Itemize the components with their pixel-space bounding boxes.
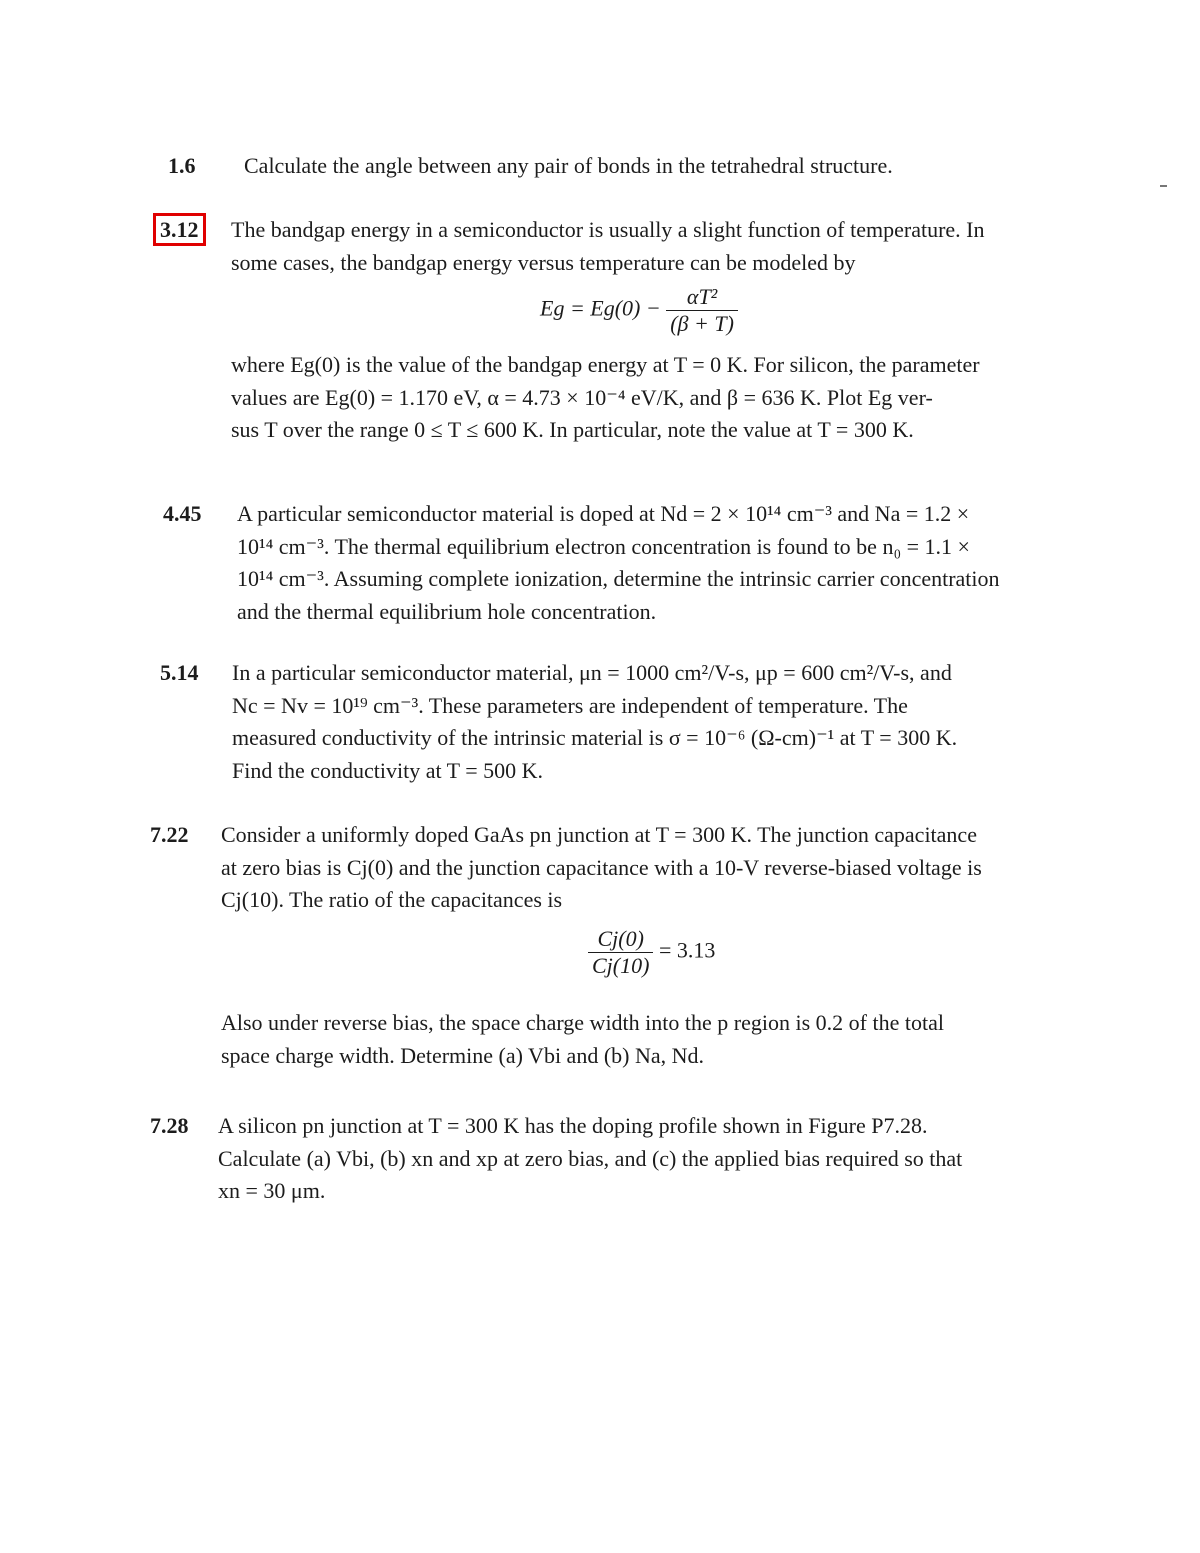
text-line: at zero bias is Cj(0) and the junction capacitance with a 10-V reverse-biased voltage is <box>221 854 982 880</box>
text-line: Nc = Nv = 10¹⁹ cm⁻³. These parameters are independent of temperature. The <box>232 692 908 718</box>
problem-text <box>218 1110 962 1208</box>
text-line: A silicon pn junction at T = 300 K has the doping profile shown in Figure P7.28. <box>218 1113 928 1138</box>
text-line: Calculate (a) Vbi, (b) xn and xp at zero bias, and (c) the applied bias required so that <box>218 1145 963 1171</box>
text-line: 10¹⁴ cm⁻³. The thermal equilibrium electron concentration is found to be n₀ = 1.1 × <box>237 533 970 559</box>
text-line: and the thermal equilibrium hole concentration. <box>237 598 657 624</box>
text-line: measured conductivity of the intrinsic material is σ = 10⁻⁶ (Ω-cm)⁻¹ at T = 300 K. <box>232 725 958 750</box>
problem-number: 4.45 <box>163 501 202 526</box>
problem-text-continued <box>231 349 980 447</box>
equation-fraction <box>666 284 738 337</box>
text-line: xn = 30 μm. <box>218 1178 326 1203</box>
equation-rhs: = 3.13 <box>658 937 716 963</box>
text-line: where Eg(0) is the value of the bandgap energy at T = 0 K. For silicon, the parameter <box>231 352 980 377</box>
bandgap-equation <box>540 284 738 337</box>
text-line: In a particular semiconductor material, μn = 1000 cm²/V-s, μp = 600 cm²/V-s, and <box>232 660 952 685</box>
highlight-box: 3.12 <box>153 213 206 246</box>
capacitance-ratio-equation <box>588 926 715 979</box>
problem-number-highlighted <box>160 214 206 246</box>
problem-text <box>244 150 893 183</box>
problem-text <box>232 657 957 787</box>
text-line: space charge width. Determine (a) Vbi and (b) Na, Nd. <box>221 1042 705 1068</box>
text-line: A particular semiconductor material is doped at Nd = 2 × 10¹⁴ cm⁻³ and Na = 1.2 × <box>237 501 970 526</box>
text-line: Find the conductivity at T = 500 K. <box>232 757 544 783</box>
text-line: Consider a uniformly doped GaAs pn junction at T = 300 K. The junction capacitance <box>221 822 977 847</box>
problem-number: 1.6 <box>168 153 196 178</box>
fraction-denominator: (β + T) <box>666 310 738 337</box>
text-line: some cases, the bandgap energy versus temperature can be modeled by <box>231 249 856 275</box>
text-line: 10¹⁴ cm⁻³. Assuming complete ionization, determine the intrinsic carrier concentration <box>237 566 1000 591</box>
problem-number: 5.14 <box>160 660 199 685</box>
problem-number: 7.22 <box>150 822 189 847</box>
problem-number: 7.28 <box>150 1113 189 1138</box>
fraction-denominator: Cj(10) <box>588 952 653 979</box>
fraction-numerator: αT² <box>686 284 718 309</box>
equation-fraction <box>588 926 653 979</box>
problem-text <box>231 214 985 279</box>
text-line: values are Eg(0) = 1.170 eV, α = 4.73 × 10⁻⁴ eV/K, and β = 636 K. Plot Eg ver- <box>231 384 933 410</box>
problem-text <box>237 498 1000 628</box>
stray-mark <box>1160 185 1167 187</box>
problem-text <box>221 819 982 917</box>
fraction-numerator: Cj(0) <box>597 926 644 951</box>
problem-text-continued <box>221 1007 944 1072</box>
text-line: Calculate the angle between any pair of bonds in the tetrahedral structure. <box>244 153 893 178</box>
text-line: The bandgap energy in a semiconductor is usually a slight function of temperature. In <box>231 217 985 242</box>
text-line: sus T over the range 0 ≤ T ≤ 600 K. In particular, note the value at T = 300 K. <box>231 417 914 442</box>
equation-lhs: Eg = Eg(0) − <box>540 295 661 321</box>
text-line: Cj(10). The ratio of the capacitances is <box>221 887 563 912</box>
text-line: Also under reverse bias, the space charge width into the p region is 0.2 of the total <box>221 1010 944 1035</box>
